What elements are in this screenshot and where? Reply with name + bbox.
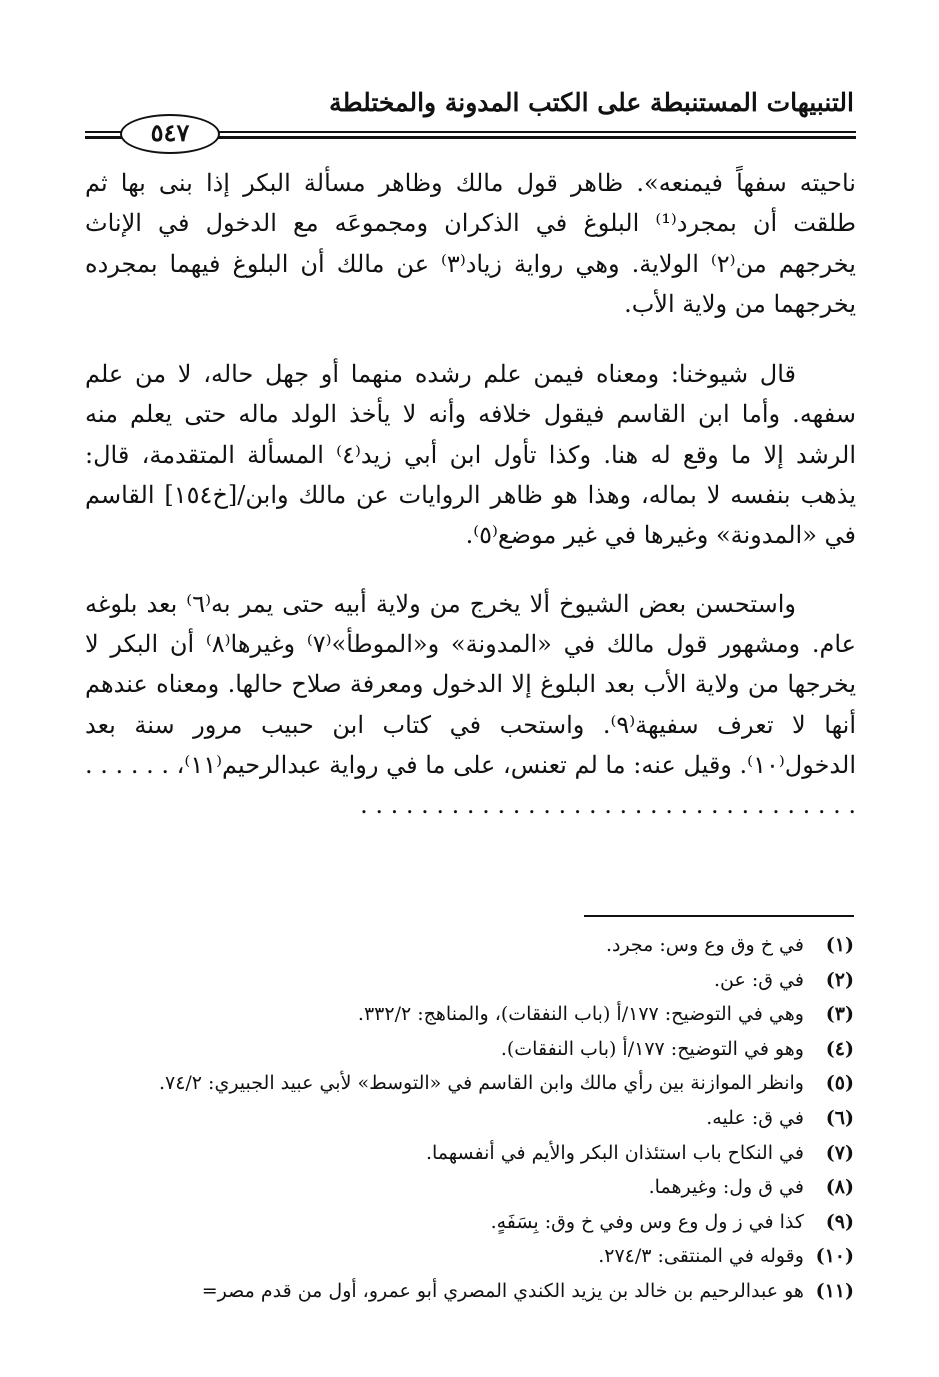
footnote-item — [83, 1066, 854, 1101]
footnote-separator — [584, 915, 854, 917]
footnote-item — [83, 1032, 854, 1067]
footnote-number: (٣) — [825, 1003, 854, 1026]
footnote-number: (٢) — [825, 968, 854, 991]
footnote-text: وقوله في المنتقى: ٢٧٤/٣. — [598, 1245, 804, 1268]
footnote-item — [83, 1239, 854, 1274]
footnote-item — [83, 1136, 854, 1171]
main-text — [85, 163, 856, 853]
footnote-text: كذا في ز ول وع وس وفي خ وق: بِسَفَهٍ. — [490, 1210, 804, 1233]
footnote-item — [83, 1205, 854, 1240]
footnote-number: (١١) — [815, 1279, 854, 1302]
footnote-item — [83, 963, 854, 998]
footnote-item — [83, 1101, 854, 1136]
footnote-number: (٩) — [825, 1210, 854, 1233]
running-head: التنبيهات المستنبطة على الكتب المدونة والمختلطة — [329, 88, 854, 117]
footnote-item — [83, 1274, 854, 1309]
footnote-number: (١) — [825, 934, 854, 956]
footnote-text: في ق ول: وغيرهما. — [648, 1176, 804, 1199]
paragraph-3: واستحسن بعض الشيوخ ألا يخرج من ولاية أبيه حتى يمر به⁽٦⁾ بعد بلوغه عام. ومشهور قول مالك في «المدونة» و«الموطأ»⁽٧⁾ وغيرها⁽٨⁾ أن البكر لا يخرجها من ولاية الأب بعد البلوغ إلا الدخول ومعرفة صلاح حالها. ومعناه عندهم أنها لا تعرف سفيهة⁽٩⁾. واستحب في كتاب ابن حبيب مرور سنة بعد الدخول⁽١٠⁾. وقيل عنه: ما لم تعنس، على ما في رواية عبدالرحيم⁽١١⁾، . . . . . . . . . . . . . . . . . . . . . . . . . . . . . . . . . . . . . . . — [85, 589, 857, 820]
footnote-number: (٥) — [825, 1072, 854, 1095]
footnote-number: (٨) — [825, 1176, 854, 1199]
footnote-number: (٤) — [825, 1037, 854, 1060]
paragraph-1: ناحيته سفهاً فيمنعه». ظاهر قول مالك وظاهر مسألة البكر إذا بنى بها ثم طلقت أن بمجرد⁽¹⁾ البلوغ في الذكران ومجموعَه مع الدخول في الإناث يخرجهم من⁽٢⁾ الولاية. وهي رواية زياد⁽٣⁾ عن مالك أن البلوغ فيهما بمجرده يخرجهما من ولاية الأب. — [85, 169, 856, 318]
footnote-text: في النكاح باب استئذان البكر والأيم في أنفسهما. — [425, 1141, 804, 1164]
footnote-text: وهي في التوضيح: ١٧٧/أ (باب النفقات)، والمناهج: ٣٣٢/٢. — [357, 1003, 804, 1026]
footnotes — [83, 928, 854, 1309]
footnote-text: هو عبدالرحيم بن خالد بن يزيد الكندي المصري أبو عمرو، أول من قدم مصر= — [201, 1279, 804, 1302]
footnote-text: في خ وق وع وس: مجرد. — [605, 934, 804, 956]
paragraph-2: قال شيوخنا: ومعناه فيمن علم رشده منهما أو جهل حاله، لا من علم سفهه. وأما ابن القاسم فيقول خلافه وأنه لا يأخذ الولد ماله حتى يعلم منه الرشد إلا ما وقع له هنا. وكذا تأول ابن أبي زيد⁽٤⁾ المسألة المتقدمة، قال: يذهب بنفسه لا بماله، وهذا هو ظاهر الروايات عن مالك وابن/[خ١٥٤] القاسم في «المدونة» وغيرها في غير موضع⁽٥⁾. — [85, 360, 856, 550]
footnote-item — [83, 928, 854, 963]
footnote-text: وانظر الموازنة بين رأي مالك وابن القاسم في «التوسط» لأبي عبيد الجبيري: ٧٤/٢. — [158, 1072, 804, 1095]
footnote-text: في ق: عليه. — [706, 1106, 804, 1129]
footnote-number: (١٠) — [815, 1245, 854, 1268]
footnote-number: (٧) — [825, 1141, 854, 1164]
footnote-text: وهو في التوضيح: ١٧٧/أ (باب النفقات). — [500, 1037, 804, 1060]
footnote-item — [83, 997, 854, 1032]
footnote-text: في ق: عن. — [713, 968, 804, 991]
footnote-number: (٦) — [825, 1106, 854, 1129]
page-number: ٥٤٧ — [120, 114, 220, 154]
footnote-item — [83, 1170, 854, 1205]
